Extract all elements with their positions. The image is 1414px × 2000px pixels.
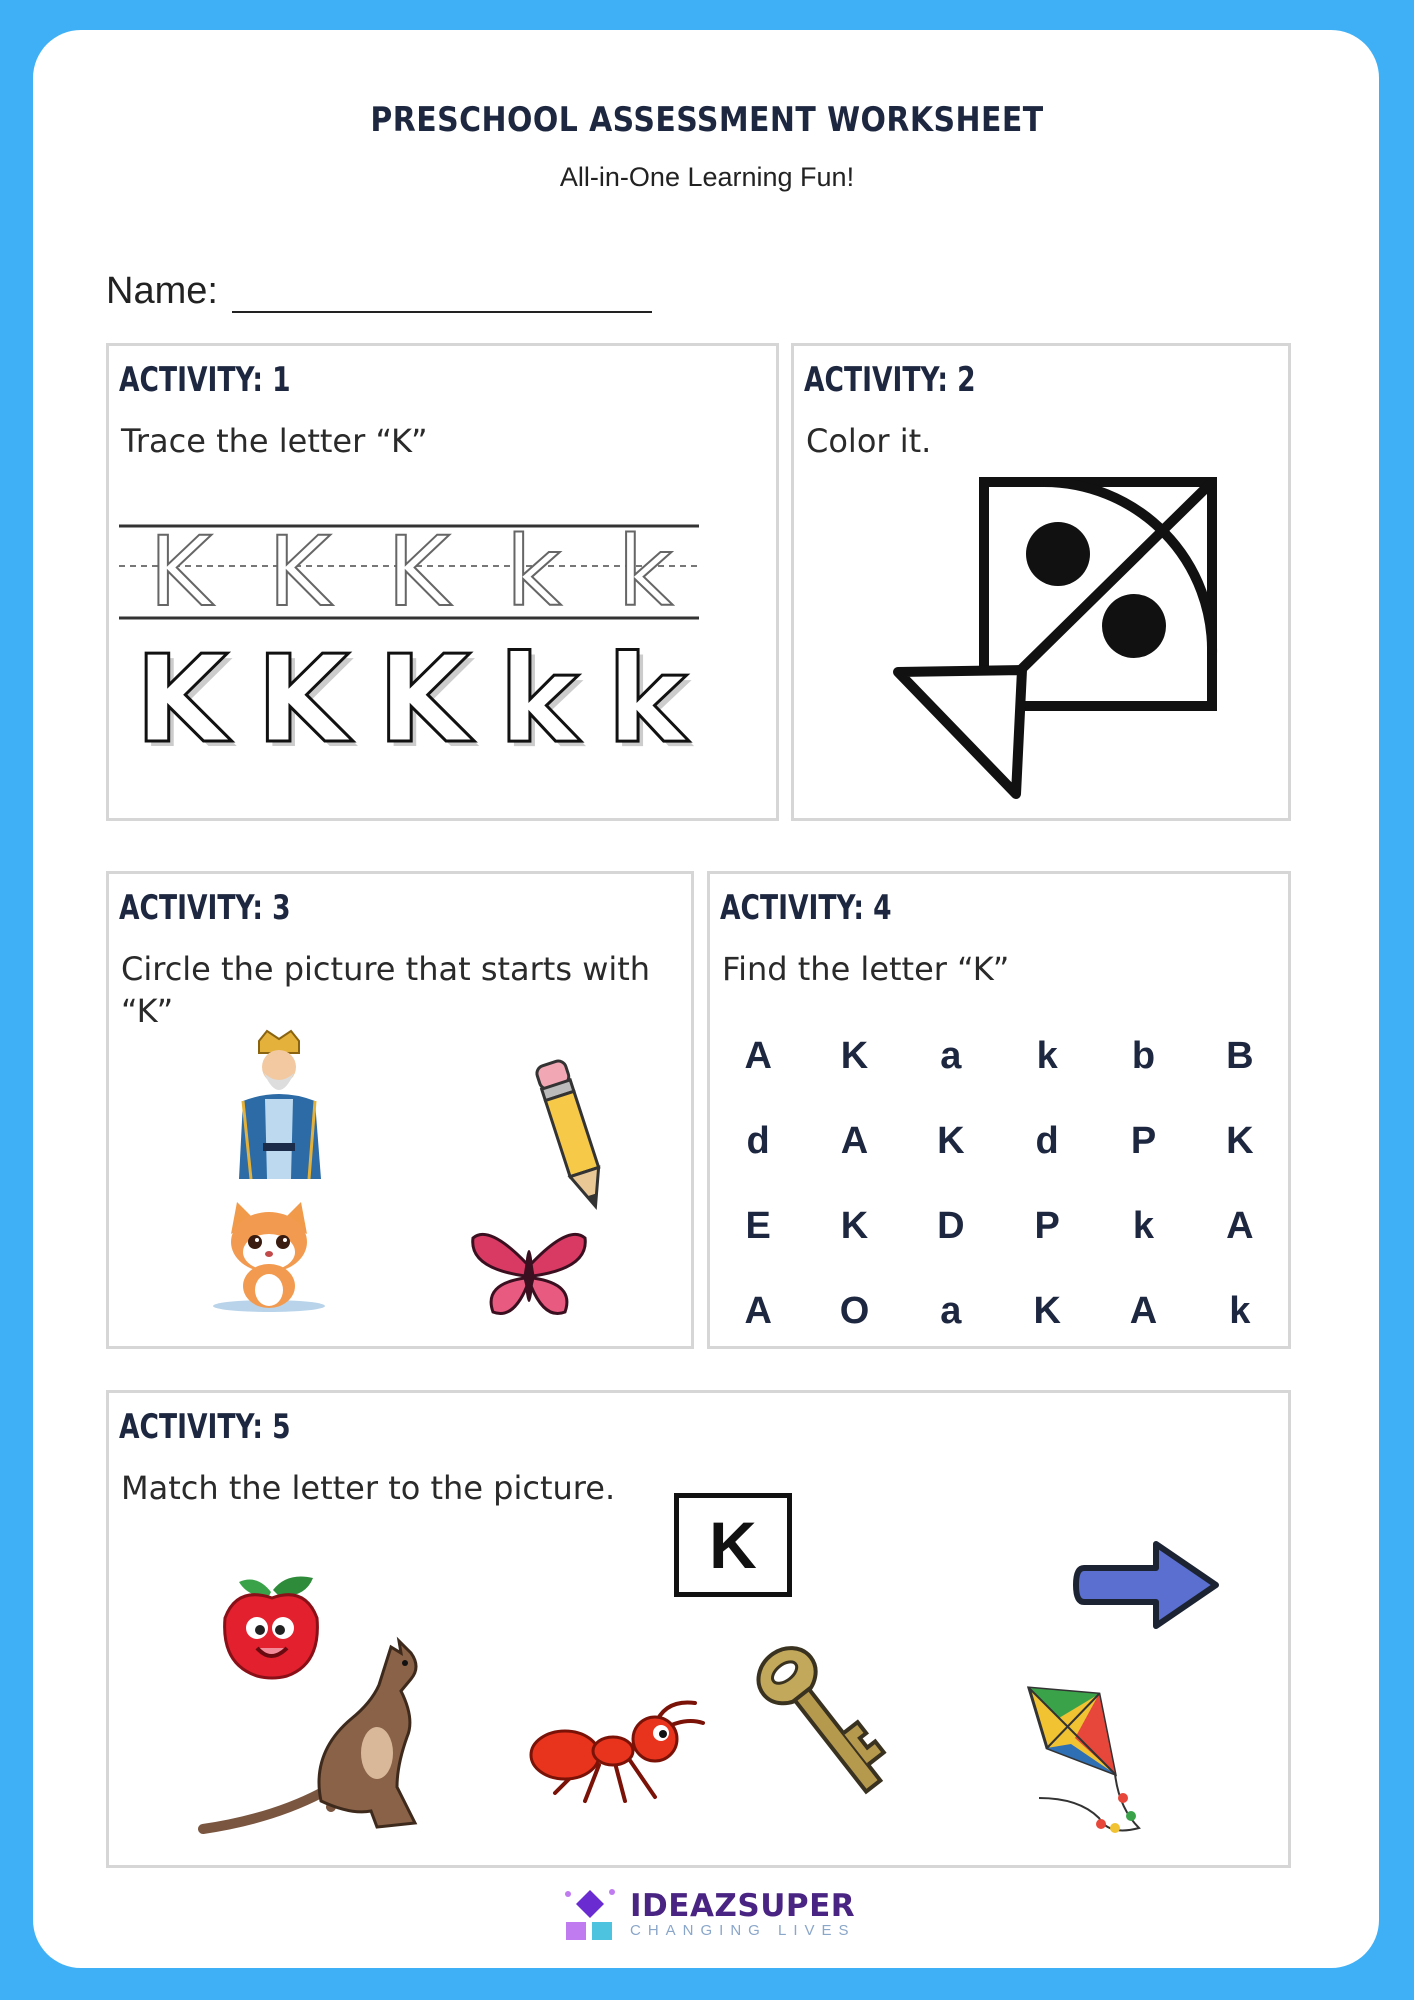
grid-letter[interactable]: A [1129,1290,1158,1332]
grid-letter[interactable]: E [745,1205,771,1247]
kangaroo-icon[interactable] [201,1633,461,1833]
grid-letter[interactable]: a [940,1035,962,1077]
grid-letter[interactable]: k [1229,1290,1251,1332]
grid-letter[interactable]: A [744,1290,772,1332]
grid-letter[interactable]: B [1226,1035,1254,1077]
activity-2-title: ACTIVITY: 2 [804,360,976,400]
grid-letter[interactable]: a [940,1290,962,1332]
kitten-icon[interactable] [209,1194,329,1314]
logo-mark-icon [560,1886,620,1944]
trace-letter[interactable]: k [617,516,673,628]
page-title: PRESCHOOL ASSESSMENT WORKSHEET [370,100,1044,140]
outline-letter: K [135,631,229,770]
trace-letter[interactable]: K [386,516,450,628]
outline-letter: k [607,631,687,770]
name-label: Name: [106,270,218,312]
brand-name: IDEAZSUPER [630,1888,856,1924]
grid-letter[interactable]: K [840,1035,869,1077]
activity-3-box [106,871,694,1349]
geometric-fish-icon[interactable] [894,476,1214,806]
grid-letter[interactable]: d [1035,1120,1059,1162]
grid-letter[interactable]: k [1132,1205,1155,1247]
grid-letter[interactable]: P [1130,1120,1157,1162]
grid-letter[interactable]: D [937,1205,965,1247]
trace-letter[interactable]: K [148,516,212,628]
activity-4-instruction: Find the letter “K” [722,950,1010,988]
trace-letter-row [121,516,701,628]
letter-grid [710,1014,1288,1354]
king-icon[interactable] [229,1029,329,1179]
grid-letter[interactable]: b [1131,1035,1156,1077]
logo-text [630,1890,856,1940]
butterfly-icon[interactable] [469,1224,589,1324]
grid-letter[interactable]: K [1033,1290,1061,1332]
outline-letter: k [498,631,579,770]
trace-letter[interactable]: k [505,516,562,628]
activity-3-title: ACTIVITY: 3 [119,888,291,928]
arrow-right-icon [1074,1538,1224,1633]
name-field-row [106,270,652,313]
grid-letter[interactable]: A [1226,1205,1254,1247]
activity-1-title: ACTIVITY: 1 [119,360,291,400]
activity-4-title: ACTIVITY: 4 [720,888,892,928]
outline-letter: K [256,631,350,770]
grid-letter[interactable]: A [744,1035,772,1077]
activity-3-instruction: Circle the picture that starts with “K” [121,950,651,1030]
outline-letter-row [121,631,701,770]
kite-icon[interactable] [1019,1678,1169,1848]
activity-5-box [106,1390,1291,1868]
pencil-icon[interactable] [527,1054,617,1214]
outline-letter: K [377,631,471,770]
grid-letter[interactable]: A [840,1120,869,1162]
activity-4-box [707,871,1291,1349]
match-letter-box[interactable]: K [674,1493,792,1597]
activity-1-instruction: Trace the letter “K” [121,422,428,460]
name-line[interactable] [232,275,652,313]
trace-letter[interactable]: K [267,516,331,628]
page-subtitle: All-in-One Learning Fun! [559,162,855,192]
grid-letter[interactable]: K [937,1120,965,1162]
key-icon[interactable] [759,1633,889,1813]
grid-letter[interactable]: K [1226,1120,1254,1162]
ant-icon[interactable] [525,1693,705,1808]
brand-tagline: CHANGING LIVES [630,1922,856,1939]
grid-letter[interactable]: d [746,1120,770,1162]
activity-5-instruction: Match the letter to the picture. [121,1469,616,1507]
grid-letter[interactable]: K [840,1205,869,1247]
activity-2-box [791,343,1291,821]
activity-1-box [106,343,779,821]
grid-letter[interactable]: P [1034,1205,1060,1247]
activity-2-instruction: Color it. [806,422,932,460]
brand-logo [560,1886,856,1944]
activity-5-title: ACTIVITY: 5 [119,1407,291,1447]
grid-letter[interactable]: O [839,1290,870,1332]
grid-letter[interactable]: k [1036,1035,1058,1077]
